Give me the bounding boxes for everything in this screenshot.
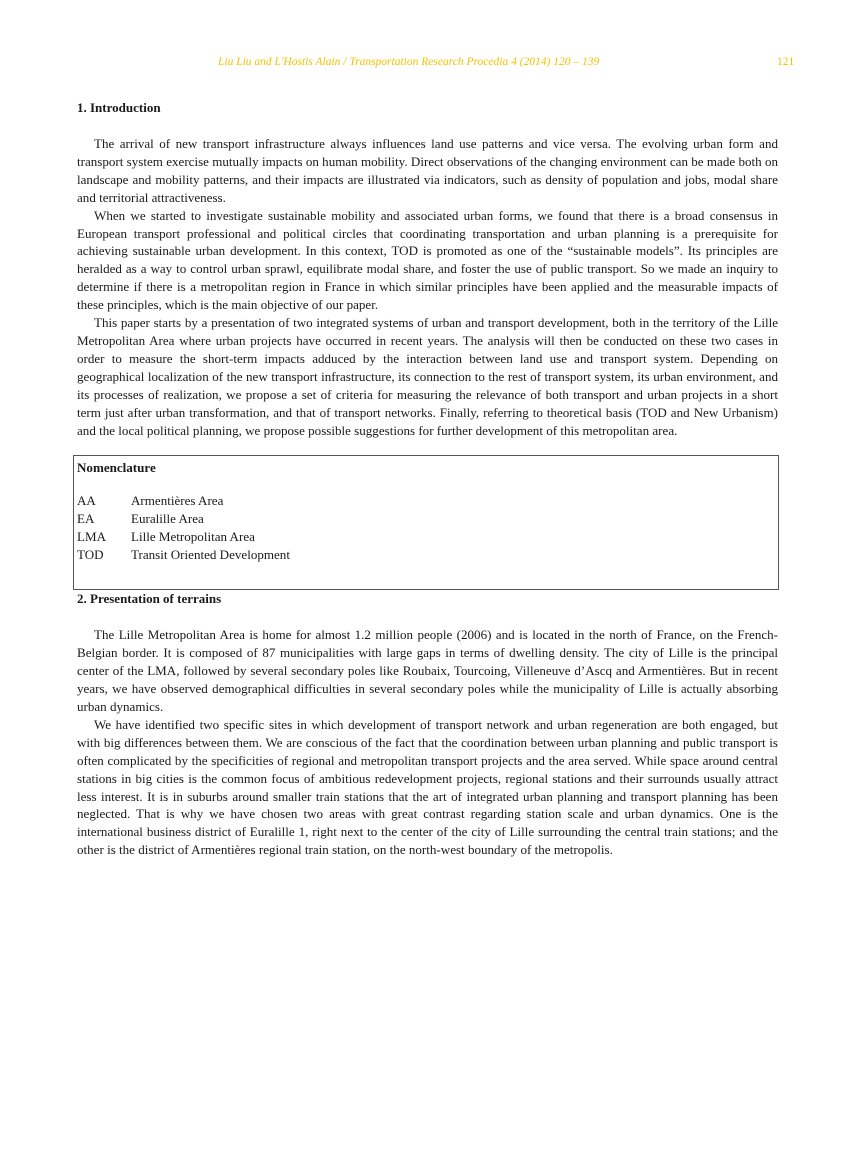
paragraph: This paper starts by a presentation of two integrated systems of urban and transport development, both in the territory of the Lille Metropolitan Area where urban projects have occurred in recent years. The analysis will then be conducted on these two cases in order to measure the short-term impacts adduced by the interaction between land use and transport system. Depending on geographical localization of the new transport infrastructure, its connection to the rest of transport system, its urban environment, and its processes of realization, we propose a set of criteria for measuring the relevance of both transport and urban projects in a short term just after urban transformation, and that of transport networks. Finally, referring to theoretical basis (TOD and New Urbanism) and the local political planning, we propose possible suggestions for further development of this metropolitan area. bbox=[77, 315, 778, 438]
nomenclature-row bbox=[77, 492, 775, 510]
article-body bbox=[77, 99, 778, 859]
section-1-heading: 1. Introduction bbox=[77, 100, 161, 115]
nomenclature-row bbox=[77, 510, 775, 528]
nomenclature-definition: Lille Metropolitan Area bbox=[131, 529, 255, 545]
nomenclature-abbreviation: TOD bbox=[77, 547, 104, 563]
nomenclature-definition: Armentières Area bbox=[131, 493, 224, 509]
section-2-heading: 2. Presentation of terrains bbox=[77, 591, 222, 607]
page-number: 121 bbox=[777, 56, 795, 68]
running-head bbox=[0, 56, 846, 74]
nomenclature-definition: Transit Oriented Development bbox=[131, 547, 290, 563]
nomenclature-abbreviation: LMA bbox=[77, 529, 106, 545]
section-1-body bbox=[77, 135, 778, 439]
nomenclature-definition: Euralille Area bbox=[131, 511, 204, 527]
running-head-citation: Liu Liu and L'Hostis Alain / Transportation Research Procedia 4 (2014) 120 – 139 bbox=[218, 56, 600, 68]
nomenclature-box bbox=[73, 455, 779, 590]
paragraph: The Lille Metropolitan Area is home for almost 1.2 million people (2006) and is located in the north of France, on the French-Belgian border. It is composed of 87 municipalities with large gaps in terms of dwelling density. The city of Lille is the principal center of the LMA, followed by several secondary poles like Roubaix, Tourcoing, Villeneuve d’Ascq and Armentières. But in recent years, we have observed demographical difficulties in several secondary poles while the municipality of Lille is actually absorbing urban dynamics. bbox=[77, 627, 778, 715]
section-2-body bbox=[77, 626, 778, 859]
nomenclature-row bbox=[77, 528, 775, 546]
nomenclature-abbreviation: EA bbox=[77, 511, 95, 527]
nomenclature-row bbox=[77, 546, 775, 564]
nomenclature-abbreviation: AA bbox=[77, 493, 96, 509]
paragraph: When we started to investigate sustainable mobility and associated urban forms, we found that there is a broad consensus in European transport professional and political circles that coordinating transportation and urban planning is a prerequisite for achieving sustainable urban development. In this context, TOD is promoted as one of the “sustainable models”. Its principles are heralded as a way to control urban sprawl, equilibrate modal share, and foster the use of public transport. So we made an inquiry to determine if there is a metropolitan region in France in which similar principles have been applied and the measurable impacts of these principles, which is the main objective of our paper. bbox=[77, 207, 778, 313]
nomenclature-title: Nomenclature bbox=[77, 460, 156, 476]
paragraph: We have identified two specific sites in which development of transport network and urban regeneration are both engaged, but with big differences between them. We are conscious of the fact that the coordination between urban planning and public transport is often complicated by the specificities of regional and metropolitan transport projects and the area served. While space around central stations in big cities is the common focus of ambitious redevelopment projects, regional stations and their surrounds usually attract less interest. It is in suburbs around smaller train stations that the art of integrated urban planning and transport planning has been neglected. That is why we have chosen two areas with great contrast regarding station scale and urban dynamics. One is the international business district of Euralille 1, right next to the center of the city of Lille surrounding the central train stations; and the other is the district of Armentières regional train station, on the north-west boundary of the metropolis. bbox=[77, 716, 778, 858]
paragraph: The arrival of new transport infrastructure always influences land use patterns and vice versa. The evolving urban form and transport system exercise mutually impacts on human mobility. Direct observations of the changing environment can be made both on landscape and mobility patterns, and their impacts are illustrated via indicators, such as density of population and jobs, modal share and territorial attractiveness. bbox=[77, 136, 778, 205]
